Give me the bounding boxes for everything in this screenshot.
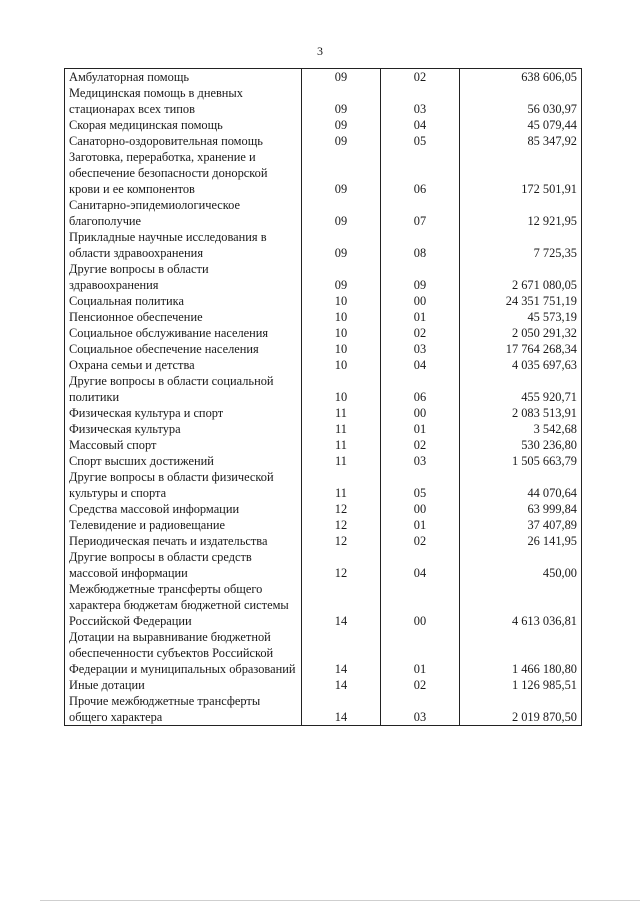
row-subsection-cell: 03 xyxy=(381,453,460,469)
row-section-cell: 12 xyxy=(302,501,381,517)
table-row xyxy=(65,677,582,693)
row-subsection-cell: 02 xyxy=(381,677,460,693)
table-row xyxy=(65,421,582,437)
row-section-cell: 14 xyxy=(302,677,381,693)
row-subsection-cell: 01 xyxy=(381,517,460,533)
row-amount-cell: 638 606,05 xyxy=(460,69,582,86)
table-row xyxy=(65,629,582,677)
row-subsection-cell: 00 xyxy=(381,501,460,517)
table-row xyxy=(65,453,582,469)
table-row xyxy=(65,325,582,341)
row-subsection-cell: 02 xyxy=(381,325,460,341)
row-amount-cell: 455 920,71 xyxy=(460,373,582,405)
row-amount-cell: 1 126 985,51 xyxy=(460,677,582,693)
row-amount-cell: 85 347,92 xyxy=(460,133,582,149)
row-section-cell: 09 xyxy=(302,69,381,86)
row-amount-cell: 530 236,80 xyxy=(460,437,582,453)
row-amount-cell: 4 613 036,81 xyxy=(460,581,582,629)
row-section-cell: 09 xyxy=(302,197,381,229)
page-number: 3 xyxy=(317,44,323,58)
row-subsection-cell: 08 xyxy=(381,229,460,261)
budget-table xyxy=(64,68,582,726)
row-section-cell: 14 xyxy=(302,693,381,726)
row-amount-cell: 24 351 751,19 xyxy=(460,293,582,309)
table-row xyxy=(65,501,582,517)
row-section-cell: 11 xyxy=(302,421,381,437)
table-row xyxy=(65,693,582,726)
row-section-cell: 11 xyxy=(302,469,381,501)
row-name-cell: Охрана семьи и детства xyxy=(65,357,302,373)
row-name-cell: Прикладные научные исследования в области здравоохранения xyxy=(65,229,302,261)
row-name-cell: Физическая культура xyxy=(65,421,302,437)
row-section-cell: 10 xyxy=(302,325,381,341)
row-amount-cell: 1 505 663,79 xyxy=(460,453,582,469)
row-amount-cell: 1 466 180,80 xyxy=(460,629,582,677)
row-name-cell: Пенсионное обеспечение xyxy=(65,309,302,325)
row-name-cell: Межбюджетные трансферты общего характера бюджетам бюджетной системы Российской Федерации xyxy=(65,581,302,629)
row-section-cell: 11 xyxy=(302,437,381,453)
table-row xyxy=(65,581,582,629)
row-subsection-cell: 02 xyxy=(381,437,460,453)
row-subsection-cell: 03 xyxy=(381,341,460,357)
row-amount-cell: 17 764 268,34 xyxy=(460,341,582,357)
row-amount-cell: 12 921,95 xyxy=(460,197,582,229)
row-name-cell: Социальное обслуживание населения xyxy=(65,325,302,341)
page-bottom-edge xyxy=(40,900,640,901)
row-name-cell: Другие вопросы в области физической культуры и спорта xyxy=(65,469,302,501)
row-amount-cell: 2 019 870,50 xyxy=(460,693,582,726)
row-section-cell: 09 xyxy=(302,149,381,197)
row-section-cell: 14 xyxy=(302,581,381,629)
row-name-cell: Санитарно-эпидемиологическое благополучие xyxy=(65,197,302,229)
row-subsection-cell: 05 xyxy=(381,133,460,149)
row-section-cell: 09 xyxy=(302,229,381,261)
row-name-cell: Медицинская помощь в дневных стационарах всех типов xyxy=(65,85,302,117)
row-subsection-cell: 00 xyxy=(381,581,460,629)
row-amount-cell: 45 573,19 xyxy=(460,309,582,325)
table-row xyxy=(65,117,582,133)
row-subsection-cell: 02 xyxy=(381,533,460,549)
row-section-cell: 09 xyxy=(302,133,381,149)
budget-table-body xyxy=(65,69,582,726)
table-row xyxy=(65,405,582,421)
table-row xyxy=(65,293,582,309)
row-subsection-cell: 01 xyxy=(381,629,460,677)
row-name-cell: Другие вопросы в области социальной политики xyxy=(65,373,302,405)
row-section-cell: 12 xyxy=(302,549,381,581)
row-name-cell: Прочие межбюджетные трансферты общего характера xyxy=(65,693,302,726)
row-subsection-cell: 04 xyxy=(381,117,460,133)
row-name-cell: Иные дотации xyxy=(65,677,302,693)
row-subsection-cell: 03 xyxy=(381,85,460,117)
row-section-cell: 09 xyxy=(302,117,381,133)
row-name-cell: Другие вопросы в области здравоохранения xyxy=(65,261,302,293)
row-subsection-cell: 05 xyxy=(381,469,460,501)
row-amount-cell: 2 671 080,05 xyxy=(460,261,582,293)
row-amount-cell: 45 079,44 xyxy=(460,117,582,133)
table-row xyxy=(65,341,582,357)
row-name-cell: Скорая медицинская помощь xyxy=(65,117,302,133)
row-name-cell: Физическая культура и спорт xyxy=(65,405,302,421)
row-subsection-cell: 06 xyxy=(381,149,460,197)
row-amount-cell: 4 035 697,63 xyxy=(460,357,582,373)
table-row xyxy=(65,229,582,261)
table-row xyxy=(65,549,582,581)
row-section-cell: 10 xyxy=(302,373,381,405)
row-name-cell: Амбулаторная помощь xyxy=(65,69,302,86)
table-row xyxy=(65,197,582,229)
row-name-cell: Средства массовой информации xyxy=(65,501,302,517)
row-name-cell: Массовый спорт xyxy=(65,437,302,453)
table-row xyxy=(65,261,582,293)
row-amount-cell: 56 030,97 xyxy=(460,85,582,117)
row-section-cell: 11 xyxy=(302,453,381,469)
row-amount-cell: 63 999,84 xyxy=(460,501,582,517)
table-row xyxy=(65,437,582,453)
row-section-cell: 14 xyxy=(302,629,381,677)
row-amount-cell: 44 070,64 xyxy=(460,469,582,501)
table-row xyxy=(65,309,582,325)
row-name-cell: Спорт высших достижений xyxy=(65,453,302,469)
table-row xyxy=(65,373,582,405)
row-amount-cell: 7 725,35 xyxy=(460,229,582,261)
table-row xyxy=(65,533,582,549)
row-amount-cell: 2 050 291,32 xyxy=(460,325,582,341)
row-section-cell: 11 xyxy=(302,405,381,421)
row-section-cell: 09 xyxy=(302,85,381,117)
row-subsection-cell: 04 xyxy=(381,549,460,581)
table-row xyxy=(65,469,582,501)
row-subsection-cell: 06 xyxy=(381,373,460,405)
table-row xyxy=(65,69,582,86)
table-row xyxy=(65,133,582,149)
row-subsection-cell: 00 xyxy=(381,405,460,421)
row-subsection-cell: 01 xyxy=(381,421,460,437)
table-row xyxy=(65,517,582,533)
row-subsection-cell: 09 xyxy=(381,261,460,293)
row-name-cell: Телевидение и радиовещание xyxy=(65,517,302,533)
row-section-cell: 10 xyxy=(302,357,381,373)
row-amount-cell: 2 083 513,91 xyxy=(460,405,582,421)
row-amount-cell: 26 141,95 xyxy=(460,533,582,549)
row-section-cell: 12 xyxy=(302,517,381,533)
row-amount-cell: 450,00 xyxy=(460,549,582,581)
row-amount-cell: 3 542,68 xyxy=(460,421,582,437)
row-name-cell: Периодическая печать и издательства xyxy=(65,533,302,549)
row-section-cell: 10 xyxy=(302,309,381,325)
row-subsection-cell: 04 xyxy=(381,357,460,373)
row-subsection-cell: 02 xyxy=(381,69,460,86)
row-subsection-cell: 00 xyxy=(381,293,460,309)
table-row xyxy=(65,149,582,197)
row-subsection-cell: 03 xyxy=(381,693,460,726)
row-amount-cell: 172 501,91 xyxy=(460,149,582,197)
row-name-cell: Другие вопросы в области средств массовой информации xyxy=(65,549,302,581)
row-section-cell: 10 xyxy=(302,341,381,357)
row-name-cell: Социальное обеспечение населения xyxy=(65,341,302,357)
table-row xyxy=(65,85,582,117)
row-name-cell: Социальная политика xyxy=(65,293,302,309)
row-section-cell: 12 xyxy=(302,533,381,549)
table-row xyxy=(65,357,582,373)
row-name-cell: Заготовка, переработка, хранение и обеспечение безопасности донорской крови и ее компонентов xyxy=(65,149,302,197)
row-name-cell: Санаторно-оздоровительная помощь xyxy=(65,133,302,149)
row-subsection-cell: 01 xyxy=(381,309,460,325)
row-name-cell: Дотации на выравнивание бюджетной обеспеченности субъектов Российской Федерации и муниципальных образований xyxy=(65,629,302,677)
row-subsection-cell: 07 xyxy=(381,197,460,229)
row-section-cell: 09 xyxy=(302,261,381,293)
row-amount-cell: 37 407,89 xyxy=(460,517,582,533)
row-section-cell: 10 xyxy=(302,293,381,309)
